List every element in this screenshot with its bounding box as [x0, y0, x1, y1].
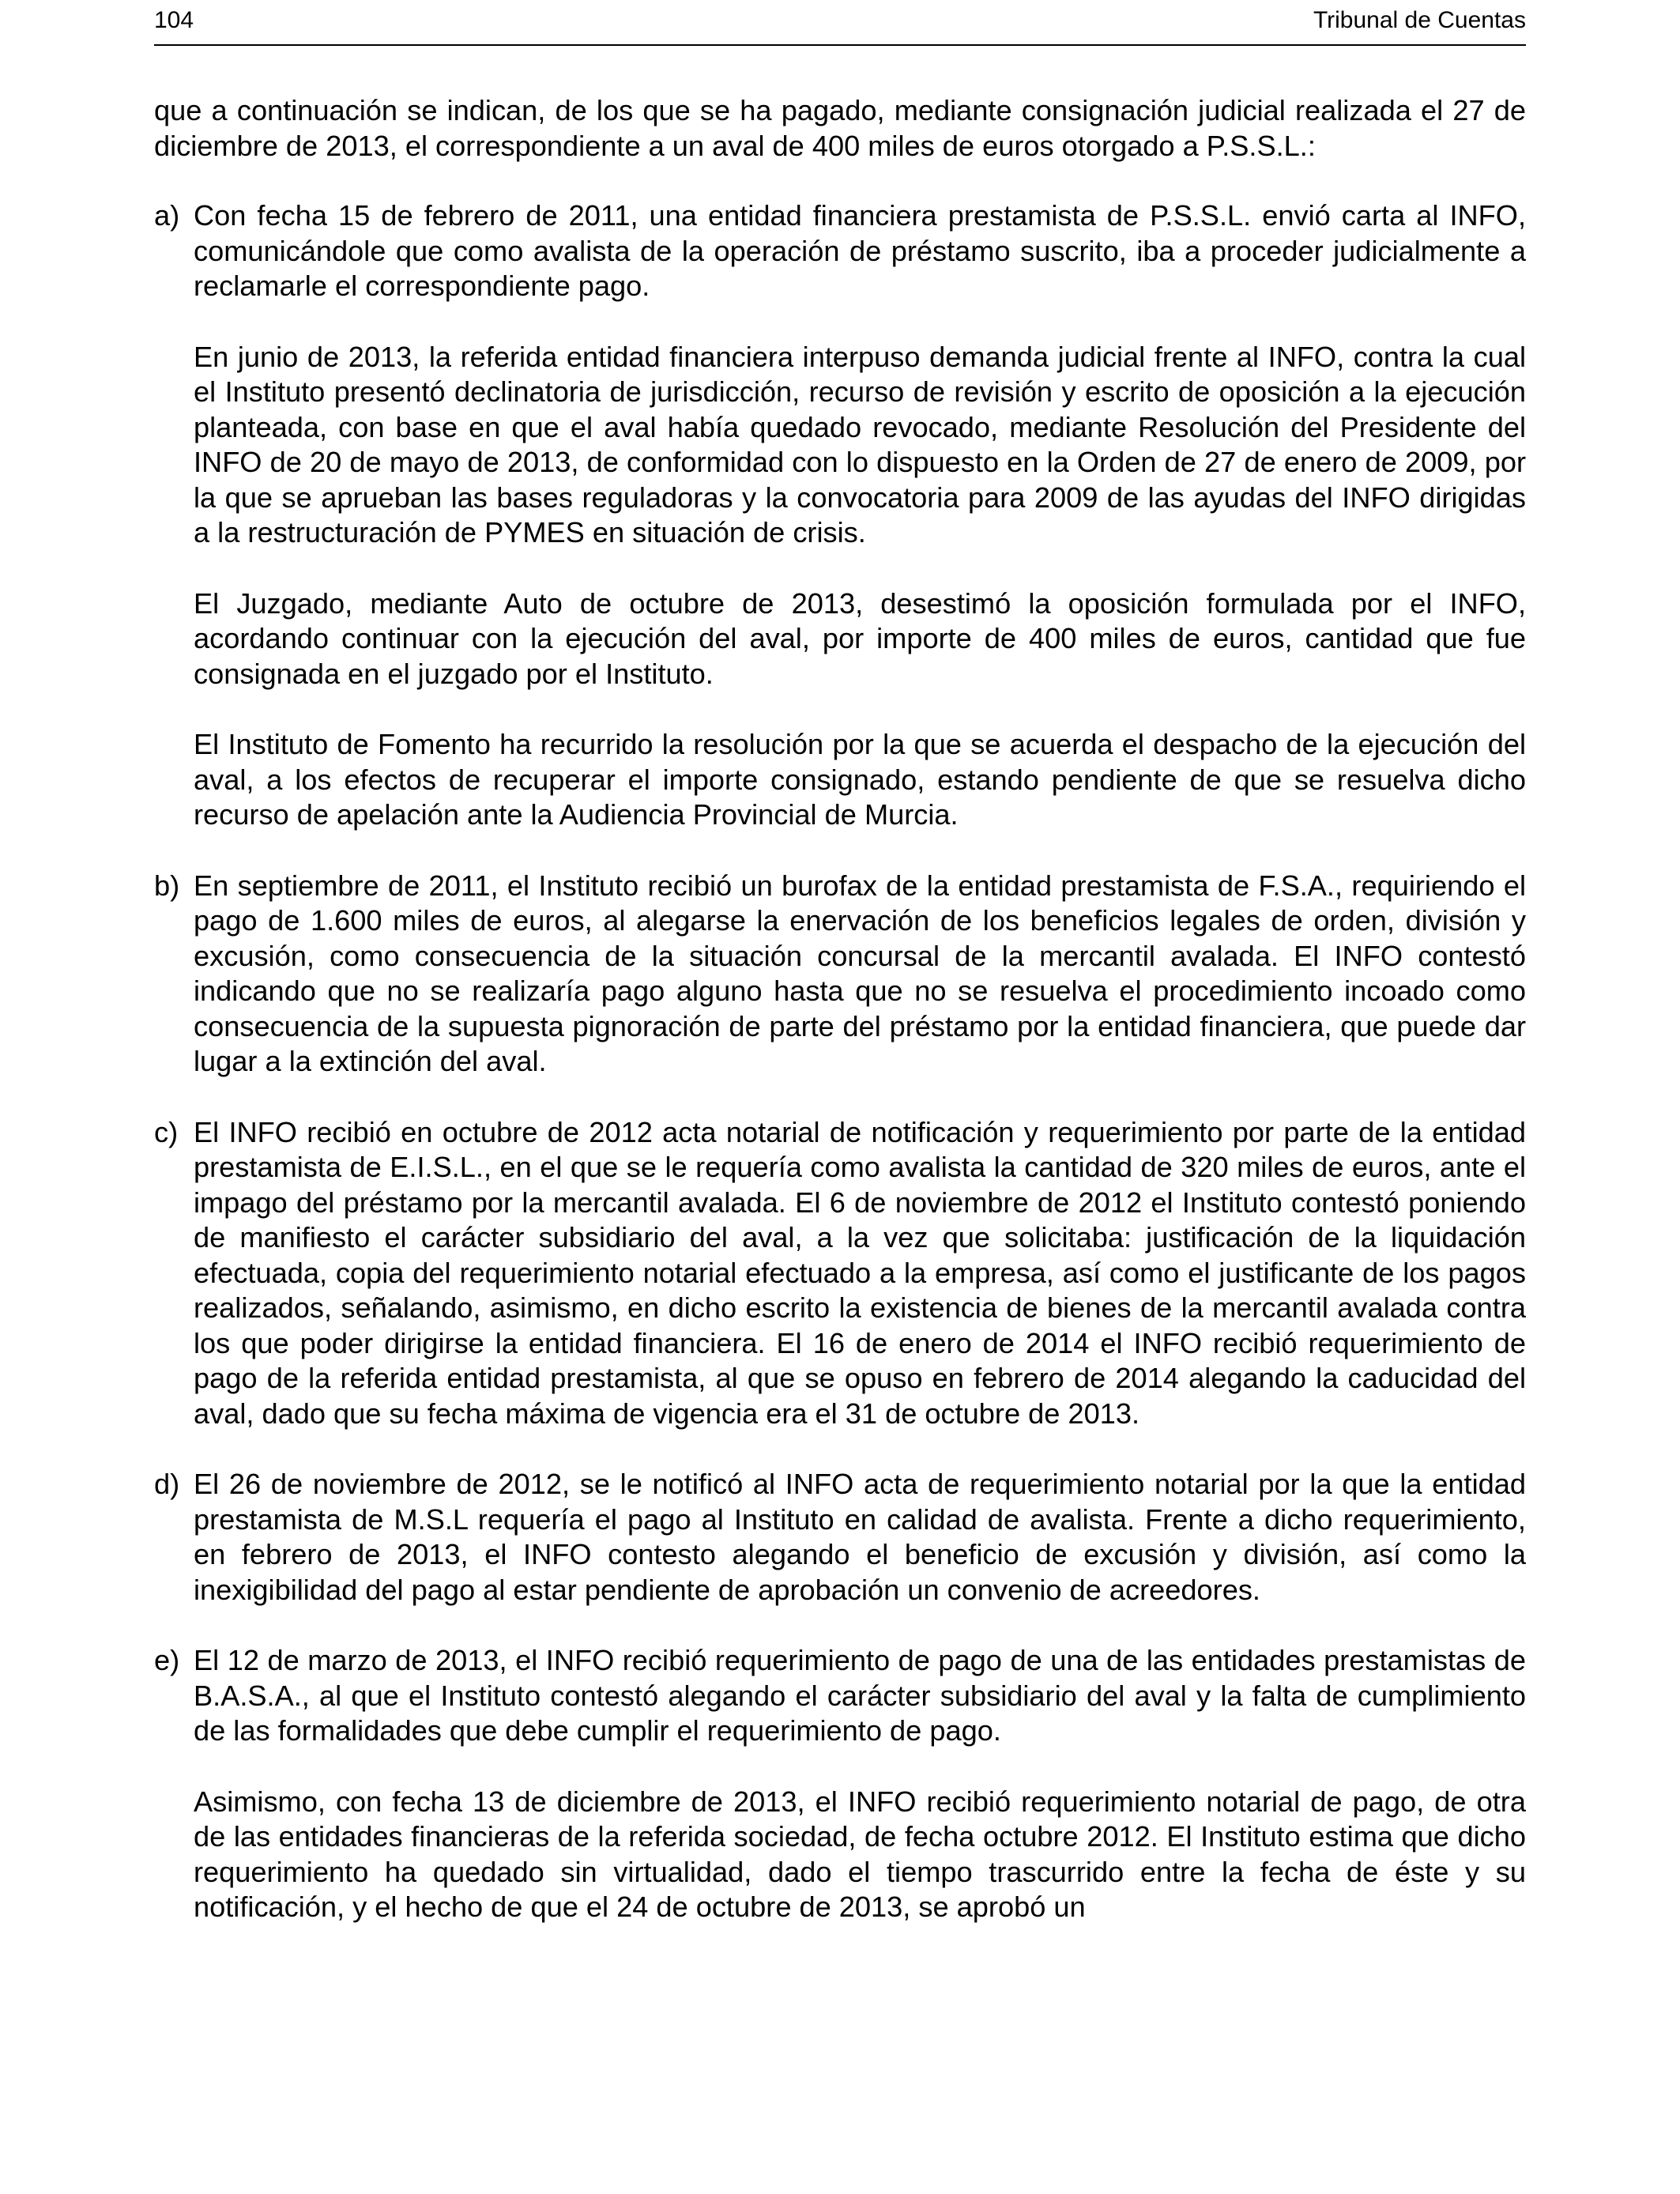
item-label: a) — [154, 199, 180, 232]
intro-paragraph: que a continuación se indican, de los que se ha pagado, mediante consignación judicial realizada el 27 de diciembre de 2013, el correspondiente a un aval de 400 miles de euros otorgado a P.S.S.L.: — [154, 94, 1526, 162]
list-item-e — [154, 1643, 1526, 1925]
list-item-d — [154, 1467, 1526, 1608]
list-item-b — [154, 869, 1526, 1080]
item-paragraph: El INFO recibió en octubre de 2012 acta notarial de notificación y requerimiento por parte de la entidad prestamista de E.I.S.L., en el que se le requería como avalista la cantidad de 320 miles de euros, ante el impago del préstamo por la mercantil avalada. El 6 de noviembre de 2012 el Instituto contestó poniendo de manifiesto el carácter subsidiario del aval, a la vez que solicitaba: justificación de la liquidación efectuada, copia del requerimiento notarial efectuado a la empresa, así como el justificante de los pagos realizados, señalando, asimismo, en dicho escrito la existencia de bienes de la mercantil avalada contra los que poder dirigirse la entidad financiera. El 16 de enero de 2014 el INFO recibió requerimiento de pago de la referida entidad prestamista, al que se opuso en febrero de 2014 alegando la caducidad del aval, dado que su fecha máxima de vigencia era el 31 de octubre de 2013. — [194, 1115, 1526, 1430]
item-paragraph: En septiembre de 2011, el Instituto recibió un burofax de la entidad prestamista de F.S.A., requiriendo el pago de 1.600 miles de euros, al alegarse la enervación de los beneficios legales de orden, división y excusión, como consecuencia de la situación concursal de la mercantil avalada. El INFO contestó indicando que no se realizaría pago alguno hasta que no se resuelva el procedimiento incoado como consecuencia de la supuesta pignoración de parte del préstamo por la entidad financiera, que puede dar lugar a la extinción del aval. — [194, 869, 1526, 1077]
item-paragraph: Asimismo, con fecha 13 de diciembre de 2013, el INFO recibió requerimiento notarial de pago, de otra de las entidades financieras de la referida sociedad, de fecha octubre 2012. El Instituto estima que dicho requerimiento ha quedado sin virtualidad, dado el tiempo trascurrido entre la fecha de éste y su notificación, y el hecho de que el 24 de octubre de 2013, se aprobó un — [194, 1785, 1526, 1923]
item-content — [194, 1643, 1526, 1925]
item-paragraph: El 26 de noviembre de 2012, se le notificó al INFO acta de requerimiento notarial por la que la entidad prestamista de M.S.L requería el pago al Instituto en calidad de avalista. Frente a dicho requerimiento, en febrero de 2013, el INFO contesto alegando el beneficio de excusión y división, así como la inexigibilidad del pago al estar pendiente de aprobación un convenio de acreedores. — [194, 1468, 1526, 1606]
document-page — [154, 0, 1526, 1961]
document-body — [154, 93, 1526, 1925]
item-label: b) — [154, 869, 180, 902]
item-label: d) — [154, 1468, 180, 1500]
item-content — [194, 1467, 1526, 1608]
page-header — [154, 6, 1526, 46]
item-paragraph: Con fecha 15 de febrero de 2011, una entidad financiera prestamista de P.S.S.L. envió carta al INFO, comunicándole que como avalista de la operación de préstamo suscrito, iba a proceder judicialmente a reclamarle el correspondiente pago. — [194, 199, 1526, 302]
header-title: Tribunal de Cuentas — [1313, 7, 1526, 33]
item-content — [194, 1115, 1526, 1432]
list-item-a — [154, 198, 1526, 833]
item-content — [194, 869, 1526, 1080]
item-label: c) — [154, 1115, 179, 1148]
item-paragraph: El 12 de marzo de 2013, el INFO recibió requerimiento de pago de una de las entidades prestamistas de B.A.S.A., al que el Instituto contestó alegando el carácter subsidiario del aval y la falta de cumplimiento de las formalidades que debe cumplir el requerimiento de pago. — [194, 1644, 1526, 1747]
item-paragraph: En junio de 2013, la referida entidad financiera interpuso demanda judicial frente al INFO, contra la cual el Instituto presentó declinatoria de jurisdicción, recurso de revisión y escrito de oposición a la ejecución planteada, con base en que el aval había quedado revocado, mediante Resolución del Presidente del INFO de 20 de mayo de 2013, de conformidad con lo dispuesto en la Orden de 27 de enero de 2009, por la que se aprueban las bases reguladoras y la convocatoria para 2009 de las ayudas del INFO dirigidas a la restructuración de PYMES en situación de crisis. — [194, 340, 1526, 548]
page-number: 104 — [154, 7, 194, 33]
item-paragraph: El Juzgado, mediante Auto de octubre de 2013, desestimó la oposición formulada por el INFO, acordando continuar con la ejecución del aval, por importe de 400 miles de euros, cantidad que fue consignada en el juzgado por el Instituto. — [194, 586, 1526, 690]
item-label: e) — [154, 1644, 180, 1676]
list-item-c — [154, 1115, 1526, 1432]
item-content — [194, 198, 1526, 833]
item-paragraph: El Instituto de Fomento ha recurrido la resolución por la que se acuerda el despacho de la ejecución del aval, a los efectos de recuperar el importe consignado, estando pendiente de que se resuelva dicho recurso de apelación ante la Audiencia Provincial de Murcia. — [194, 728, 1526, 831]
